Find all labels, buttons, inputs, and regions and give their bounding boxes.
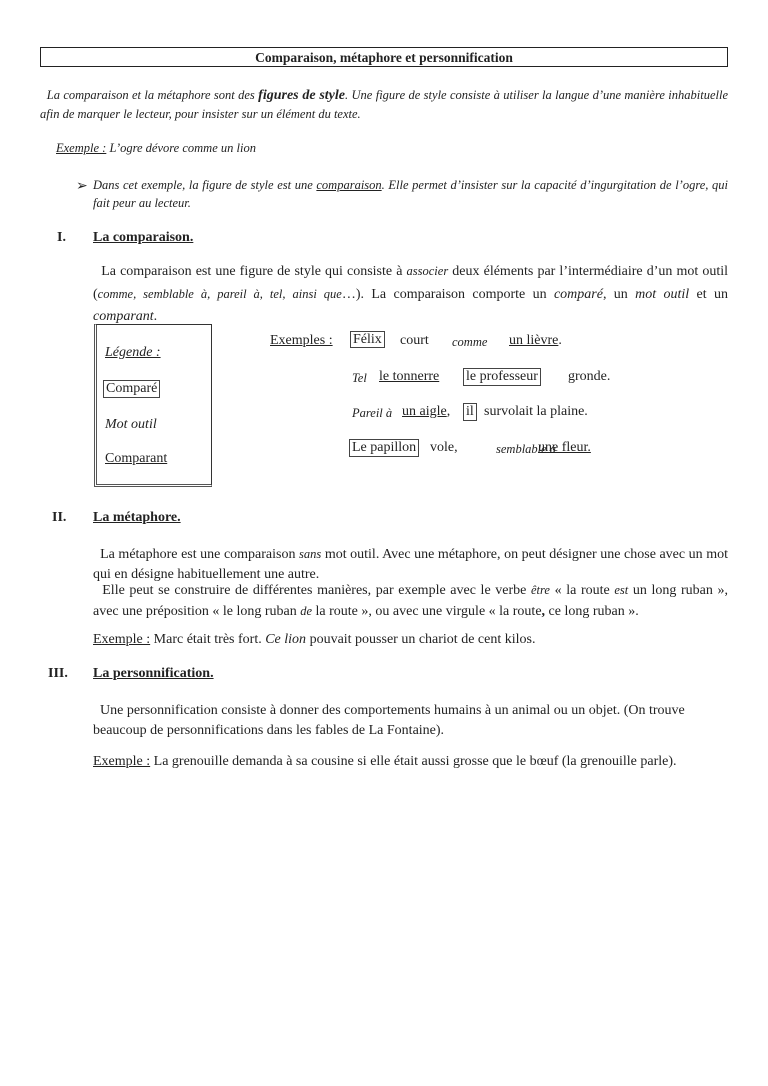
- intro-example-label: Exemple :: [56, 141, 107, 155]
- ex4-verb: vole,: [430, 440, 458, 455]
- s1-text-6: .: [153, 309, 158, 324]
- s2-text-5: un long ruban », avec une préposition « le long ruban: [93, 583, 729, 619]
- ex4-outil: semblable à: [496, 442, 557, 456]
- section3-title: La personnification.: [93, 666, 214, 681]
- ex2-verb: gronde.: [568, 369, 611, 384]
- s1-associer: associer: [406, 264, 449, 278]
- ex2-comparant: le tonnerre: [379, 369, 440, 384]
- ex1-comparant: [509, 333, 562, 349]
- s2-comma: ,: [541, 604, 546, 619]
- ex4-compare: Le papillon: [349, 439, 419, 457]
- intro-paragraph: [40, 86, 728, 124]
- arrow-bullet-icon: ➢: [76, 179, 88, 194]
- section2-number: II.: [52, 510, 67, 525]
- legend-title: Légende :: [105, 345, 161, 360]
- legend-box: [94, 324, 212, 487]
- section3-paragraph: [93, 701, 703, 741]
- legend-comparant: Comparant: [105, 451, 168, 466]
- legend-mot-outil: Mot outil: [105, 417, 157, 432]
- section2-paragraph-2: [93, 580, 728, 622]
- ex3-comparant: un aigle: [402, 404, 447, 419]
- s2-etre: être: [531, 583, 550, 597]
- bullet-keyword: comparaison: [316, 178, 382, 192]
- s3-example-text: La grenouille demanda à sa cousine si elle était aussi grosse que le bœuf (la grenouille parle).: [150, 754, 677, 769]
- s1-mot-outil: mot outil: [635, 287, 690, 302]
- bullet-text-1: Dans cet exemple, la figure de style est une: [93, 178, 317, 192]
- s2-text-2: mot outil. Avec une métaphore, on peut désigner une chose avec un mot qui en désigne habituellement une autre.: [93, 547, 728, 582]
- s2-sans: sans: [299, 547, 322, 561]
- s2-example-2: pouvait pousser un chariot de cent kilos.: [306, 632, 536, 647]
- examples-label: [270, 333, 333, 349]
- ex3-comparant-wrap: [402, 404, 450, 420]
- bullet-text-2: . Elle permet d’insister sur la capacité d’ingurgitation de l’ogre, qui fait peur au lecteur.: [93, 178, 728, 210]
- s1-text-5: et un: [689, 287, 729, 302]
- s2-text-4: « la route: [549, 583, 615, 598]
- ex1-verb: court: [400, 333, 429, 348]
- s2-example-1: Marc était très fort.: [150, 632, 266, 647]
- example-row-1: [350, 332, 385, 348]
- intro-text-1: La comparaison et la métaphore sont des: [46, 88, 259, 102]
- ex3-outil: Pareil à: [352, 406, 393, 420]
- ex1-compare: Félix: [350, 331, 385, 348]
- ex1-comparant-text: un lièvre: [509, 333, 559, 348]
- s2-text-3: Elle peut se construire de différentes manières, par exemple avec le verbe: [102, 583, 531, 598]
- s1-text-1: La comparaison est une figure de style qui consiste à: [101, 264, 407, 279]
- section2-paragraph-1: [93, 544, 728, 585]
- section3-example: [93, 752, 728, 772]
- s2-example-label: Exemple :: [93, 632, 151, 647]
- s1-text-4: , un: [602, 287, 636, 302]
- s3-text: Une personnification consiste à donner des comportements humains à un animal ou un objet. (On trouve beaucoup de personnifications dans les fables de La Fontaine).: [93, 703, 685, 738]
- intro-example-text: L’ogre dévore comme un lion: [106, 141, 256, 155]
- s1-text-3: …). La comparaison comporte un: [341, 287, 554, 302]
- ex1-outil: comme: [452, 335, 488, 349]
- intro-text-2: . Une figure de style consiste à utiliser la langue d’une manière inhabituelle afin de marquer le lecteur, pour insister sur un élément du texte.: [40, 88, 728, 121]
- s2-text-7: ce long ruban ».: [545, 604, 639, 619]
- s2-de: de: [300, 604, 313, 618]
- s1-comparant: comparant: [93, 309, 154, 324]
- s2-text-6: la route », ou avec une virgule « la route: [312, 604, 542, 619]
- ex3-comma: ,: [446, 404, 451, 419]
- examples-label-text: Exemples :: [270, 333, 333, 348]
- ex4-comparant: une fleur.: [538, 440, 591, 455]
- s2-text-1: La métaphore est une comparaison: [100, 547, 300, 562]
- s1-compare: comparé: [553, 287, 603, 302]
- section3-number: III.: [48, 666, 68, 681]
- section1-paragraph: [93, 260, 728, 328]
- section2-title: La métaphore.: [93, 510, 181, 525]
- page-title: Comparaison, métaphore et personnification: [40, 47, 728, 67]
- section1-title: La comparaison.: [93, 230, 194, 245]
- s2-est: est: [614, 583, 629, 597]
- ex1-period: .: [558, 333, 562, 348]
- s1-mot-outil-list: comme, semblable à, pareil à, tel, ainsi que: [97, 287, 342, 301]
- intro-figures-de-style: figures de style: [258, 88, 346, 103]
- intro-example: [56, 141, 256, 156]
- s3-example-label: Exemple :: [93, 754, 151, 769]
- ex3-compare: il: [463, 403, 477, 421]
- ex2-outil: Tel: [352, 371, 367, 385]
- legend-compare: Comparé: [103, 380, 160, 398]
- section2-example: [93, 630, 728, 650]
- s2-ce-lion: Ce lion: [265, 632, 307, 647]
- s1-text-2: deux éléments par l’intermédiaire d’un mot outil (: [93, 264, 729, 302]
- bullet-paragraph: [93, 176, 728, 212]
- section1-number: I.: [57, 230, 66, 245]
- ex2-compare: le professeur: [463, 368, 541, 386]
- ex3-rest: survolait la plaine.: [484, 404, 588, 419]
